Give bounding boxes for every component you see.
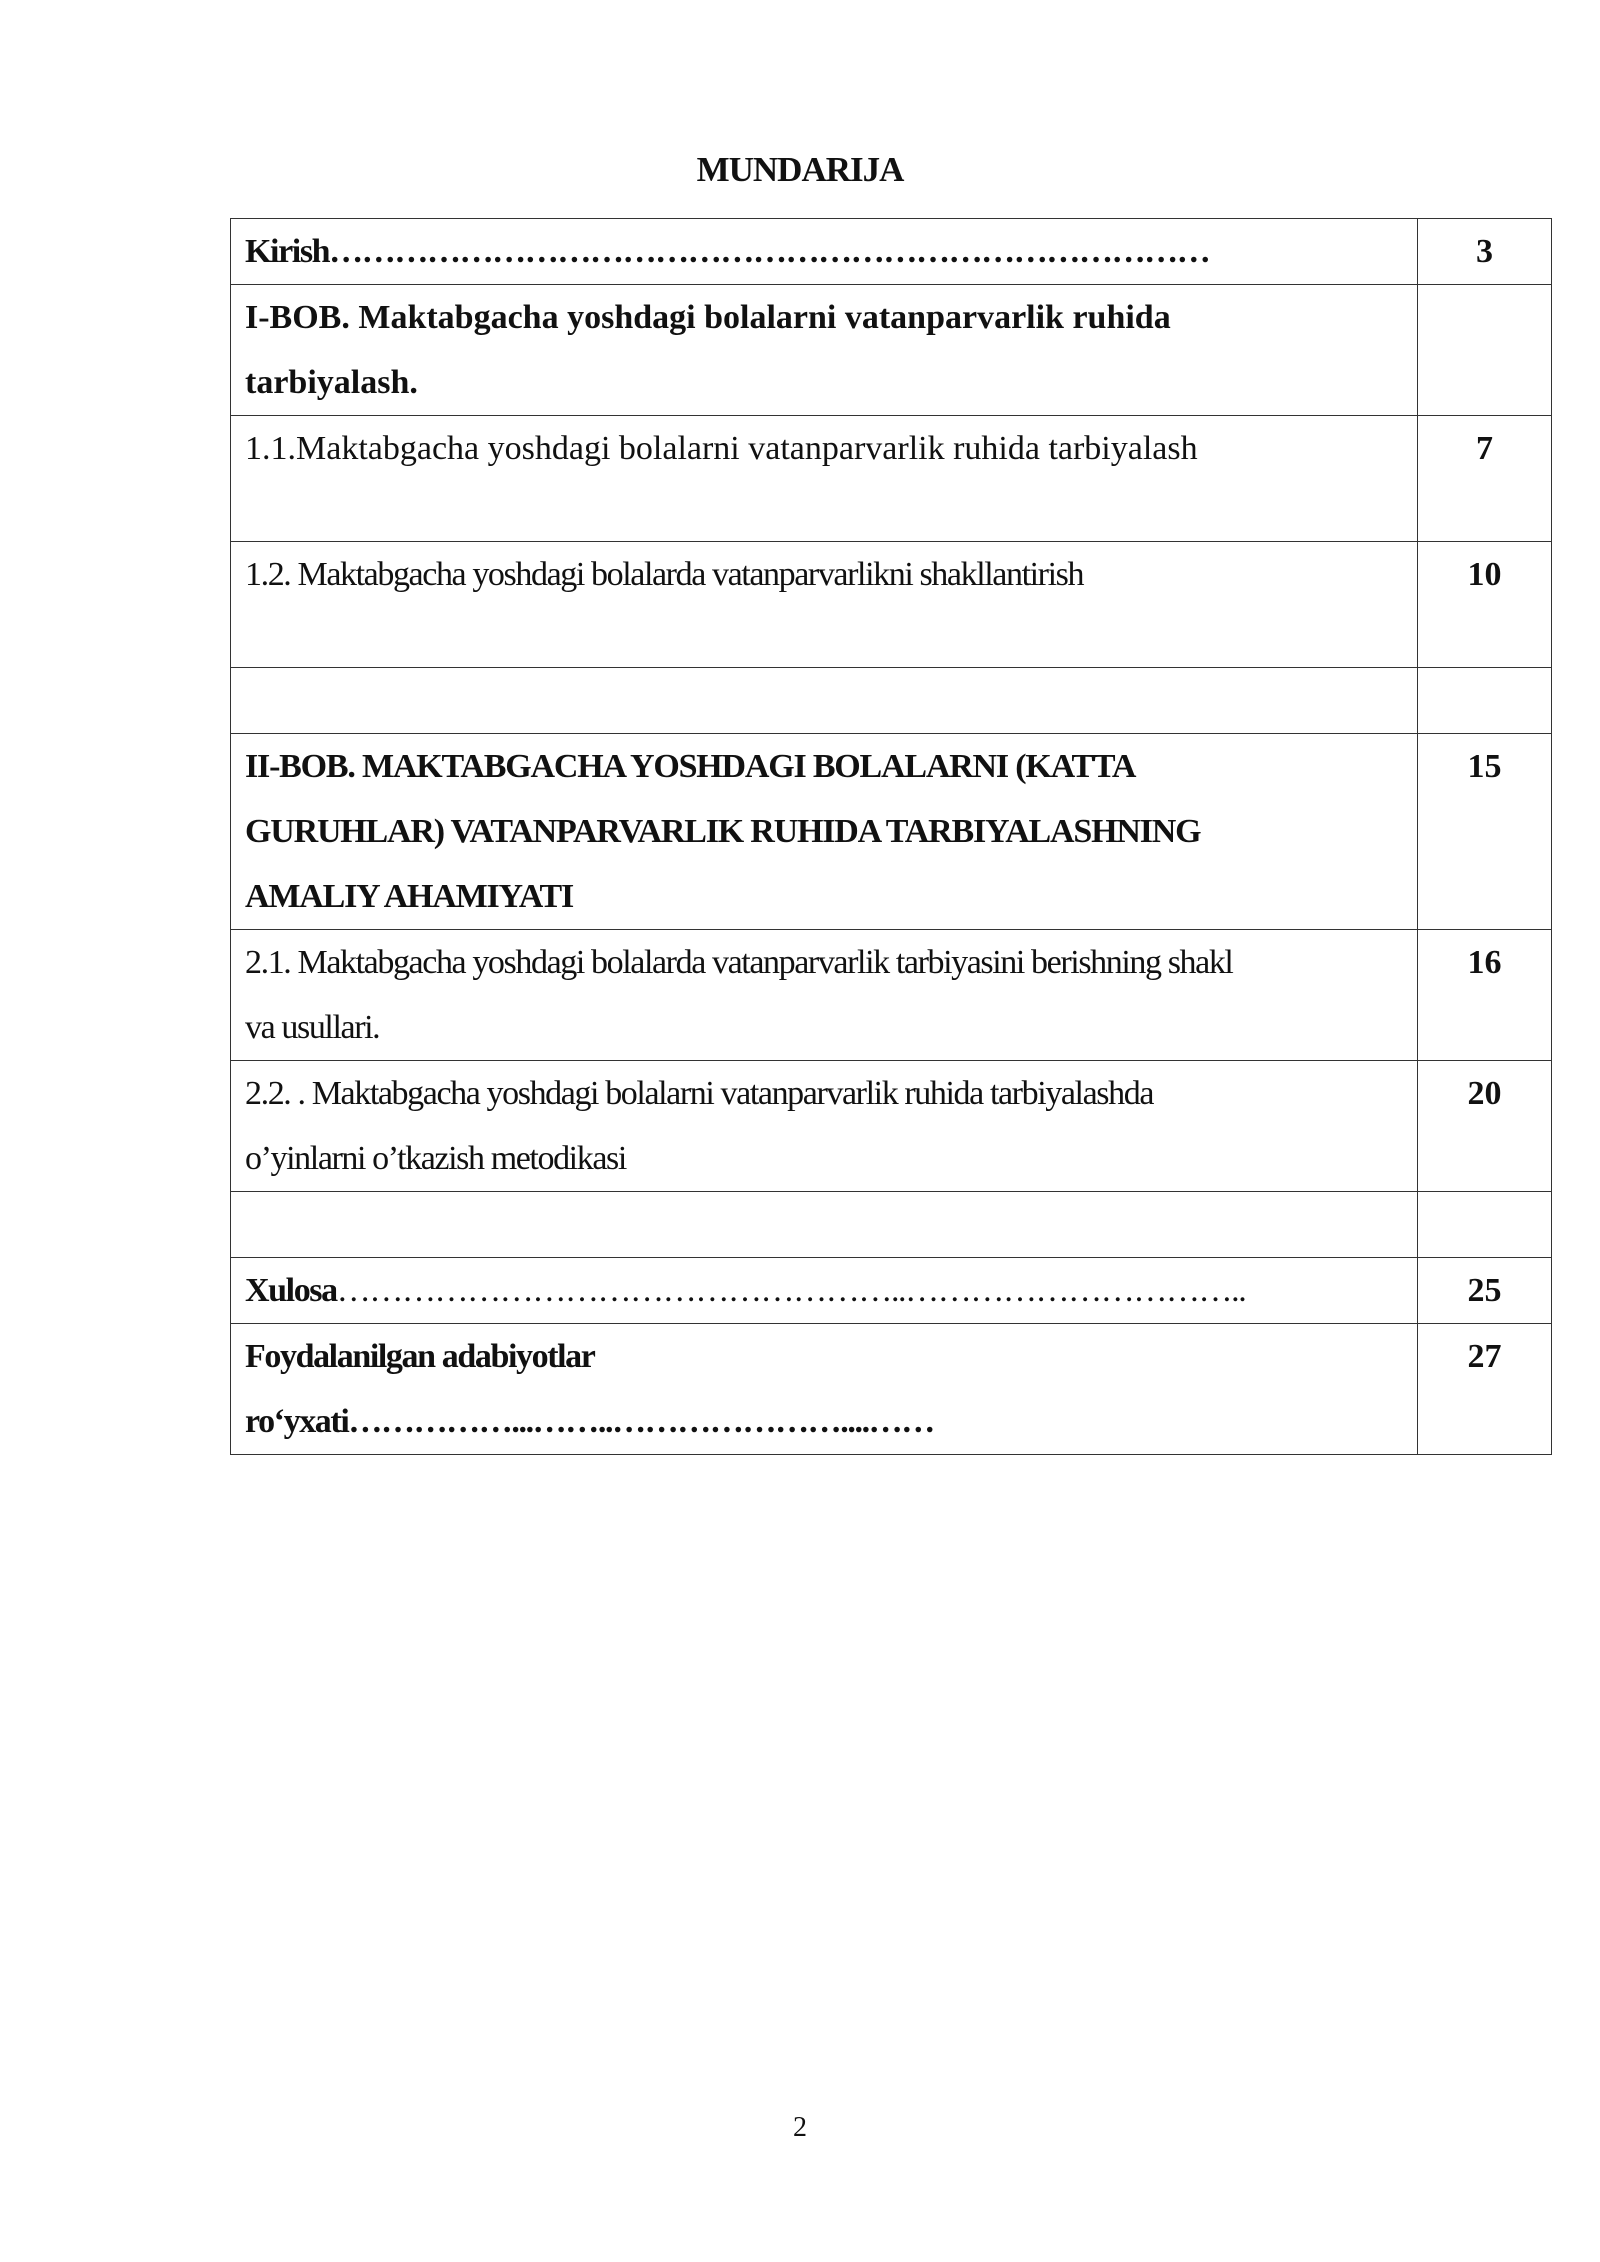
toc-chapter-2-line-3: AMALIY AHAMIYATI: [245, 878, 574, 915]
toc-page-section-1-2: 10: [1418, 542, 1552, 668]
toc-chapter-1-line-2: tarbiyalash.: [245, 364, 418, 401]
toc-chapter-2-line-1: II-BOB. MAKTABGACHA YOSHDAGI BOLALARNI (KATTA: [245, 748, 1136, 785]
toc-row-section-2-2: [231, 1061, 1552, 1192]
toc-title-section-1-2: 1.2. Maktabgacha yoshdagi bolalarda vatanparvarlikni shakllantirish: [231, 542, 1418, 668]
toc-title-xulosa: [231, 1258, 1418, 1324]
toc-section-2-1-line-1: 2.1. Maktabgacha yoshdagi bolalarda vatanparvarlik tarbiyasini berishning shakl: [245, 944, 1233, 981]
toc-chapter-1-line-1: I-BOB. Maktabgacha yoshdagi bolalarni vatanparvarlik ruhida: [245, 299, 1171, 336]
toc-xulosa-label: Xulosa: [245, 1272, 337, 1309]
toc-row-section-1-1: [231, 416, 1552, 542]
toc-title-chapter-1: [231, 285, 1418, 416]
toc-page-adabiyotlar: 27: [1418, 1324, 1552, 1455]
toc-title-adabiyotlar: [231, 1324, 1418, 1455]
toc-empty-cell: [1418, 1192, 1552, 1258]
toc-row-section-1-2: [231, 542, 1552, 668]
toc-row-adabiyotlar: [231, 1324, 1552, 1455]
toc-chapter-2-line-2: GURUHLAR) VATANPARVARLIK RUHIDA TARBIYALASHNING: [245, 813, 1201, 850]
toc-page-section-1-1: 7: [1418, 416, 1552, 542]
toc-title-kirish: Kirish………………………………………………………………………: [231, 219, 1418, 285]
toc-page-section-2-1: 16: [1418, 930, 1552, 1061]
toc-empty-cell: [1418, 668, 1552, 734]
toc-title-section-2-2: [231, 1061, 1418, 1192]
toc-adabiyotlar-line-2: ro‘yxati……………...……..…………………....……: [245, 1403, 934, 1440]
toc-page-section-2-2: 20: [1418, 1061, 1552, 1192]
toc-section-2-2-line-1: 2.2. . Maktabgacha yoshdagi bolalarni vatanparvarlik ruhida tarbiyalashda: [245, 1075, 1154, 1112]
toc-adabiyotlar-line-1: Foydalanilgan adabiyotlar: [245, 1338, 595, 1375]
table-of-contents: [230, 218, 1552, 1455]
toc-page-xulosa: 25: [1418, 1258, 1552, 1324]
toc-empty-cell: [231, 1192, 1418, 1258]
toc-empty-cell: [231, 668, 1418, 734]
toc-title-section-1-1: 1.1.Maktabgacha yoshdagi bolalarni vatanparvarlik ruhida tarbiyalash: [231, 416, 1418, 542]
toc-row-chapter-2: [231, 734, 1552, 930]
toc-page-kirish: 3: [1418, 219, 1552, 285]
toc-section-2-1-line-2: va usullari.: [245, 1009, 380, 1046]
toc-row-xulosa: [231, 1258, 1552, 1324]
toc-row-section-2-1: [231, 930, 1552, 1061]
toc-row-empty-2: [231, 1192, 1552, 1258]
toc-row-kirish: [231, 219, 1552, 285]
toc-section-2-2-line-2: o’yinlarni o’tkazish metodikasi: [245, 1140, 626, 1177]
toc-title-section-2-1: [231, 930, 1418, 1061]
toc-row-chapter-1: [231, 285, 1552, 416]
page-title: MUNDARIJA: [696, 150, 904, 189]
toc-page-chapter-1: [1418, 285, 1552, 416]
toc-title-chapter-2: [231, 734, 1418, 930]
toc-row-empty-1: [231, 668, 1552, 734]
toc-xulosa-dots: ……………………………………………..…………………………..: [336, 1272, 1246, 1309]
toc-page-chapter-2: 15: [1418, 734, 1552, 930]
page-number: 2: [793, 2112, 807, 2143]
